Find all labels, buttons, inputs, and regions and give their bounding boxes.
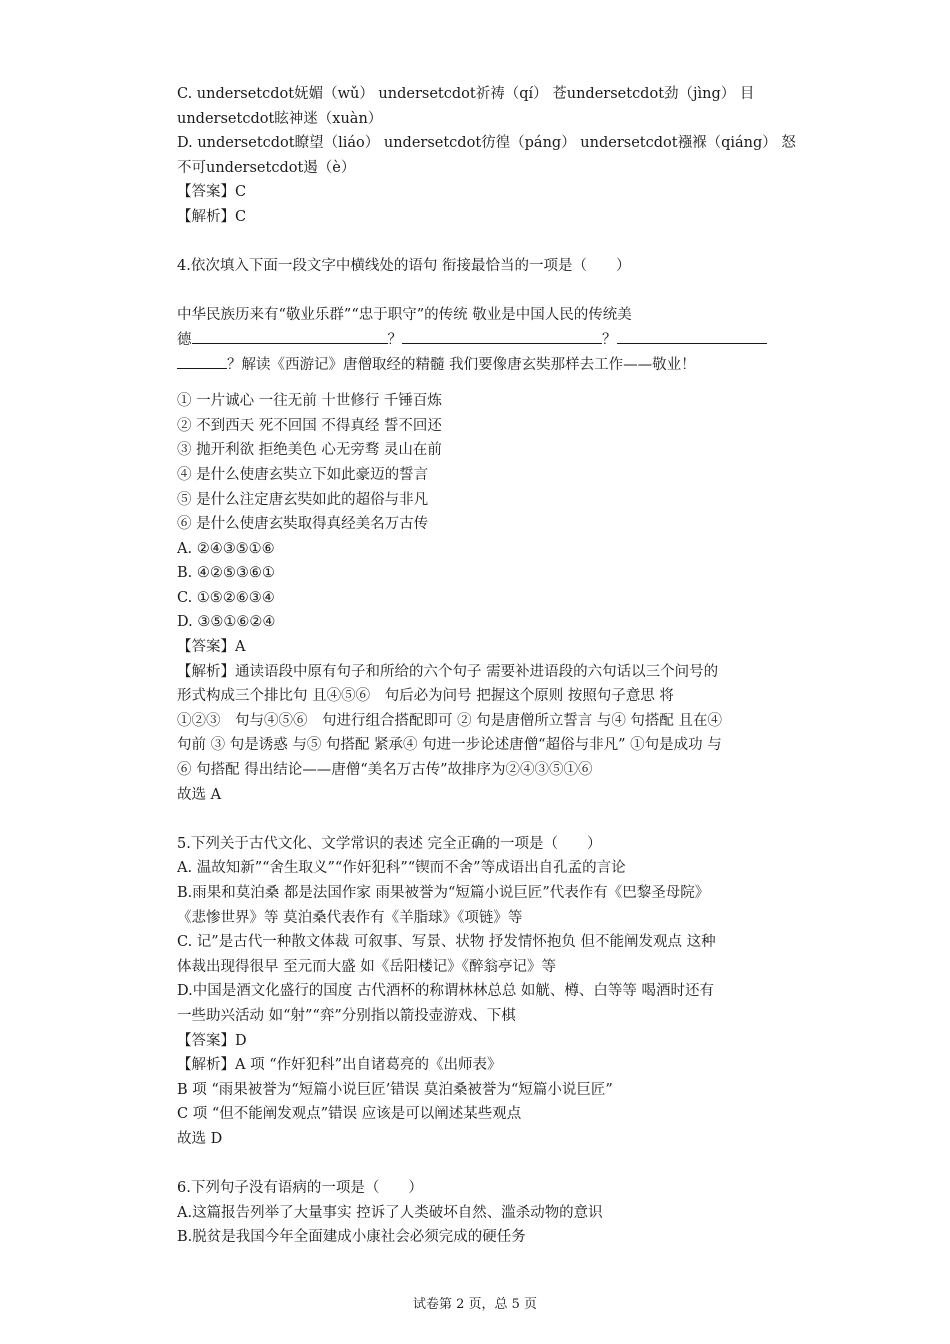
q4-item: ② 不到西天 死不回国 不得真经 誓不回还 [177, 417, 442, 434]
q4-option-a: A. ②④③⑤①⑥ [177, 540, 275, 557]
q5-answer: 【答案】D [177, 1032, 247, 1049]
q4-option-d: D. ③⑤①⑥②④ [177, 614, 276, 631]
q4-option-b: B. ④②⑤③⑥① [177, 565, 275, 582]
q4-passage-line3 [177, 353, 807, 378]
q5-analysis-line: 【解析】A 项 “作奸犯科”出自诸葛亮的《出师表》 [177, 1057, 502, 1074]
q4-item: ⑥ 是什么使唐玄奘取得真经美名万古传 [177, 516, 429, 533]
q5-line: 一些助兴活动 如“射”“弈”分别指以箭投壶游戏、下棋 [177, 1007, 516, 1024]
q5-line: 体裁出现得很早 至元而大盛 如《岳阳楼记》《醉翁亭记》等 [177, 958, 556, 975]
q4-item: ④ 是什么使唐玄奘立下如此豪迈的誓言 [177, 466, 429, 483]
q4-analysis-line: ①②③ 句与④⑤⑥ 句进行组合搭配即可 ② 句是唐僧所立誓言 与④ 句搭配 且在④ [177, 712, 723, 729]
q5-analysis-line: B 项 “雨果被誉为“短篇小说巨匠’错误 莫泊桑被誉为“短篇小说巨匠” [177, 1081, 613, 1098]
q5-analysis-line: C 项 “但不能阐发观点”错误 应该是可以阐述某些观点 [177, 1106, 522, 1123]
q3-answer: 【答案】C [177, 184, 247, 201]
q5-conclusion: 故选 D [177, 1130, 223, 1147]
q4-passage-line1: 中华民族历来有“敬业乐群”“忠于职守”的传统 敬业是中国人民的传统美 [177, 307, 632, 324]
q5-line: A. 温故知新”“舍生取义”“作奸犯科”“锲而不舍”等成语出自孔孟的言论 [177, 860, 626, 877]
q5-line: D.中国是酒文化盛行的国度 古代酒杯的称谓林林总总 如觥、樽、白等等 喝酒时还有 [177, 983, 715, 1000]
q5-line: 5.下列关于古代文化、文学常识的表述 完全正确的一项是（ ） [177, 835, 602, 852]
q4-passage-line2 [177, 328, 807, 353]
q3-analysis: 【解析】C [177, 208, 247, 225]
q5-line: 《悲惨世界》等 莫泊桑代表作有《羊脂球》《项链》等 [177, 909, 523, 926]
fill-blank-5[interactable] [617, 329, 717, 344]
fill-blank-6[interactable] [717, 329, 767, 344]
q5-line: B.雨果和莫泊桑 都是法国作家 雨果被誉为“短篇小说巨匠”代表作有《巴黎圣母院》 [177, 885, 710, 901]
q3-option-c-line1: C. undersetcdot妩媚（wǔ） undersetcdot祈祷（qí） 苍undersetcdot劲（jìng） 目 [177, 86, 755, 102]
fill-blank-4[interactable] [502, 329, 602, 344]
q4-answer: 【答案】A [177, 639, 246, 656]
fill-blank-3[interactable] [402, 329, 502, 344]
page-footer: 试卷第 2 页，总 5 页 [412, 1297, 538, 1312]
q4-item: ③ 抛开利欲 拒绝美色 心无旁骛 灵山在前 [177, 442, 442, 459]
q4-passage-end: ？解读《西游记》唐僧取经的精髓 我们要像唐玄奘那样去工作——敬业！ [227, 356, 696, 373]
question-mark-2: ？ [602, 331, 617, 348]
q6-stem: 6.下列句子没有语病的一项是（ ） [177, 1180, 423, 1197]
q3-option-d-line1: D. undersetcdot瞭望（liáo） undersetcdot彷徨（páng） undersetcdot襁褓（qiáng） 怒 [177, 135, 796, 152]
q4-passage-de: 德 [177, 331, 192, 348]
q3-option-d-line2: 不可undersetcdot遏（è） [177, 159, 356, 176]
q5-line: C. 记”是古代一种散文体裁 可叙事、写景、状物 抒发情怀抱负 但不能阐发观点 这种 [177, 934, 716, 951]
q6-option-a: A.这篇报告列举了大量事实 控诉了人类破坏自然、滥杀动物的意识 [177, 1204, 603, 1221]
q4-stem: 4.依次填入下面一段文字中横线处的语句 衔接最恰当的一项是（ ） [177, 258, 631, 275]
exam-page-content [177, 82, 807, 1250]
q4-analysis-line: 【解析】通读语段中原有句子和所给的六个句子 需要补进语段的六句话以三个问号的 [177, 663, 719, 680]
q4-analysis-line: ⑥ 句搭配 得出结论——唐僧“美名万古传”故排序为②④③⑤①⑥ [177, 762, 593, 779]
q4-option-c: C. ①⑤②⑥③④ [177, 589, 275, 606]
q4-analysis-line: 形式构成三个排比句 且④⑤⑥ 句后必为问号 把握这个原则 按照句子意思 将 [177, 688, 674, 705]
question-mark-1: ？ [387, 331, 402, 348]
q4-analysis-line: 句前 ③ 句是诱惑 与⑤ 句搭配 紧承④ 句进一步论述唐僧“超俗与非凡” ①句是成功 与 [177, 737, 722, 754]
q4-conclusion: 故选 A [177, 786, 222, 803]
q4-item: ① 一片诚心 一往无前 十世修行 千锤百炼 [177, 393, 442, 410]
fill-blank-1[interactable] [192, 329, 292, 344]
q3-option-c-line2: undersetcdot眩神迷（xuàn） [177, 110, 383, 127]
fill-blank-2[interactable] [292, 329, 388, 344]
q6-option-b: B.脱贫是我国今年全面建成小康社会必须完成的硬任务 [177, 1229, 526, 1246]
fill-blank-7[interactable] [177, 354, 227, 369]
q4-item: ⑤ 是什么注定唐玄奘如此的超俗与非凡 [177, 491, 429, 508]
